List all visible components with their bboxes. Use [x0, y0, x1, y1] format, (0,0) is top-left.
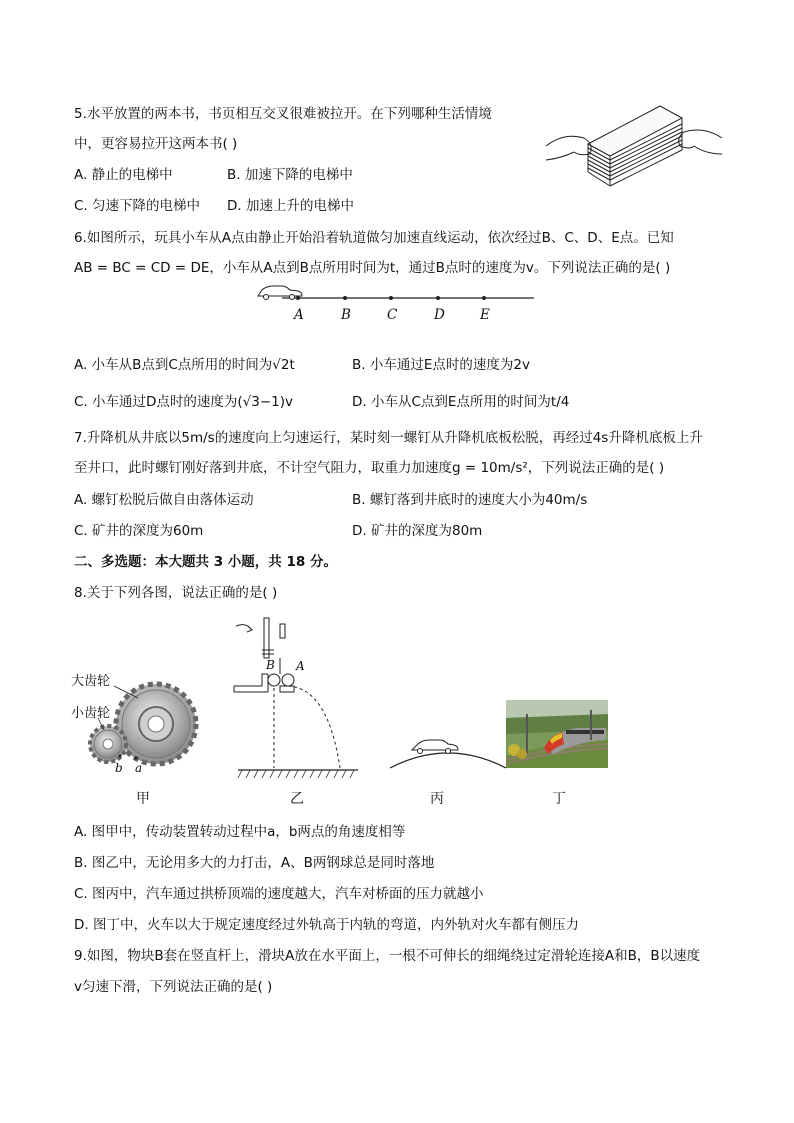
train-photo: [506, 700, 608, 768]
gear-point-a: a: [135, 761, 143, 775]
caption-ding: 丁: [552, 791, 566, 807]
ball-label-b: B: [266, 658, 275, 672]
q6-stem-line2: AB = BC = CD = DE，小车从A点到B点所用时间为t，通过B点时的速度为v。下列说法正确的是( ): [74, 260, 671, 276]
q9-stem-line2: v匀速下滑，下列说法正确的是( ): [74, 979, 273, 995]
q8-option-c: C. 图丙中，汽车通过拱桥顶端的速度越大，汽车对桥面的压力就越小: [74, 886, 484, 902]
large-gear-label: 大齿轮: [71, 674, 111, 689]
q7-option-b: B. 螺钉落到井底时的速度大小为40m/s: [352, 492, 588, 508]
car-icon: [412, 740, 458, 754]
q6-option-c: C. 小车通过D点时的速度为(√3−1)v: [74, 394, 294, 410]
q8-option-a: A. 图甲中，传动装置转动过程中a，b两点的角速度相等: [74, 824, 406, 840]
large-gear-icon: [116, 684, 196, 764]
q5-option-d: D. 加速上升的电梯中: [227, 198, 354, 214]
q9-stem-line1: 9.如图，物块B套在竖直杆上，滑块A放在水平面上，一根不可伸长的细绳绕过定滑轮连接A和B，B以速度: [74, 948, 701, 964]
point-label-d: D: [434, 307, 445, 323]
q8-stem: 8.关于下列各图，说法正确的是( ): [74, 585, 278, 601]
caption-jia: 甲: [136, 791, 150, 807]
point-label-e: E: [480, 307, 490, 323]
gear-point-b: b: [115, 761, 123, 775]
arch-bridge-figure: [388, 730, 508, 770]
q8-option-d: D. 图丁中，火车以大于规定速度经过外轨高于内轨的弯道，内外轨对火车都有侧压力: [74, 917, 579, 933]
q8-option-b: B. 图乙中，无论用多大的力打击，A、B两钢球总是同时落地: [74, 855, 435, 871]
q7-option-a: A. 螺钉松脱后做自由落体运动: [74, 492, 254, 508]
q5-stem-line2: 中，更容易拉开这两本书( ): [74, 136, 238, 152]
small-gear-label: 小齿轮: [71, 706, 111, 721]
point-label-c: C: [387, 307, 398, 323]
q7-stem-line1: 7.升降机从井底以5m/s的速度向上匀速运行，某时刻一螺钉从升降机底板松脱，再经过4s升降机底板上升: [74, 430, 703, 446]
q5-option-b: B. 加速下降的电梯中: [227, 167, 353, 183]
ball-drop-figure: [228, 614, 368, 784]
q7-stem-line2: 至井口，此时螺钉刚好落到井底，不计空气阻力，取重力加速度g = 10m/s²，下列说法正确的是( ): [74, 460, 665, 476]
caption-bing: 丙: [430, 791, 444, 807]
ball-label-a: A: [296, 659, 305, 673]
books-illustration: [544, 98, 724, 194]
section-heading: 二、多选题：本大题共 3 小题，共 18 分。: [74, 554, 337, 570]
q7-option-d: D. 矿井的深度为80m: [352, 523, 483, 539]
q5-option-c: C. 匀速下降的电梯中: [74, 198, 201, 214]
q5-stem-line1: 5.水平放置的两本书，书页相互交叉很难被拉开。在下列哪种生活情境: [74, 106, 492, 122]
q6-option-b: B. 小车通过E点时的速度为2v: [352, 357, 530, 373]
q6-option-a: A. 小车从B点到C点所用的时间为√2t: [74, 357, 295, 373]
point-label-b: B: [341, 307, 351, 323]
q6-stem-line1: 6.如图所示，玩具小车从A点由静止开始沿着轨道做匀加速直线运动，依次经过B、C、D、E点。已知: [74, 230, 674, 246]
point-label-a: A: [294, 307, 304, 323]
q5-option-a: A. 静止的电梯中: [74, 167, 173, 183]
q6-option-d: D. 小车从C点到E点所用的时间为t/4: [352, 394, 570, 410]
caption-yi: 乙: [290, 791, 304, 807]
q7-option-c: C. 矿井的深度为60m: [74, 523, 204, 539]
